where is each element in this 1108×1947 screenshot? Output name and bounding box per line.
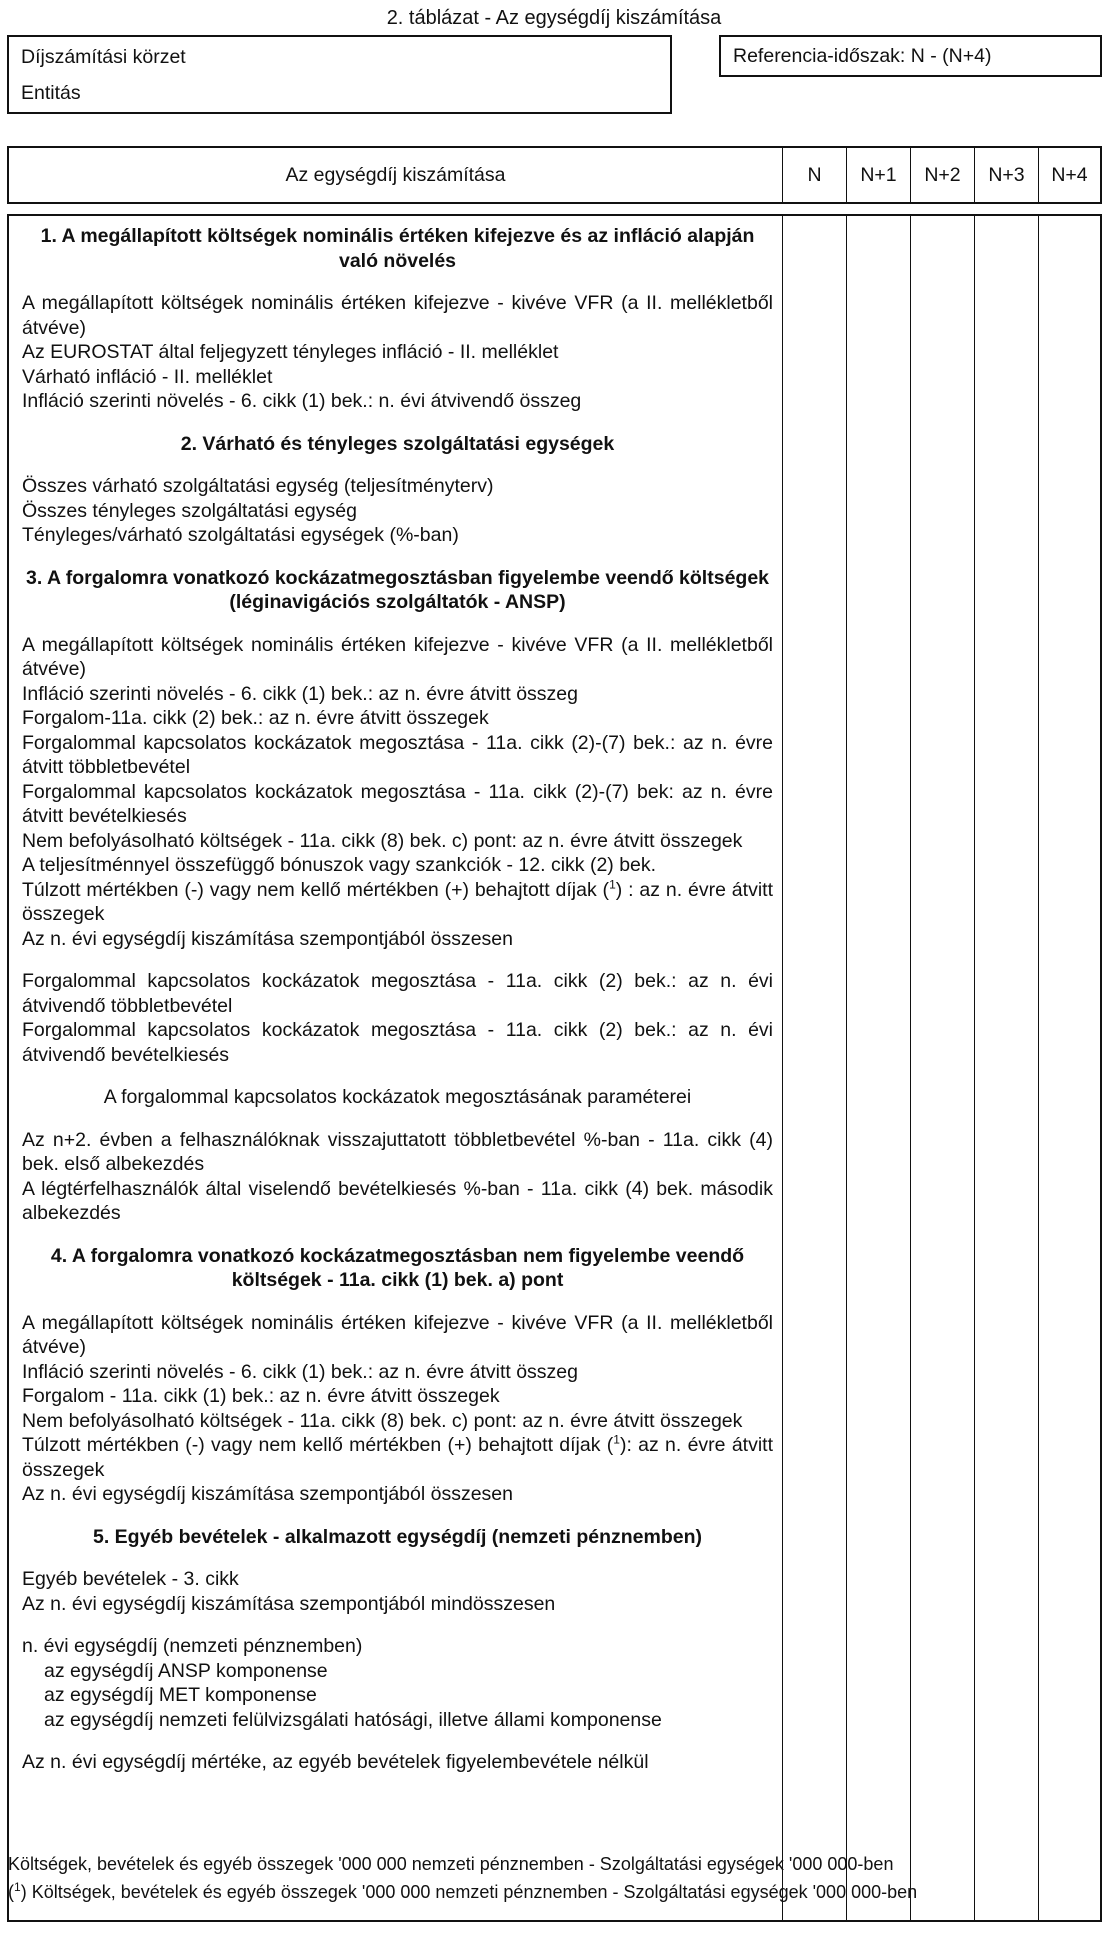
table-row-labels xyxy=(22,224,773,1775)
overcharge-text-end: ) : az n. évre átvitt összegek xyxy=(22,878,773,925)
header-label: Az egységdíj kiszámítása xyxy=(285,164,506,186)
overcharge-text: Túlzott mértékben (-) vagy nem kellő mértékben (+) behajtott díjak ( xyxy=(22,1434,614,1456)
list-item: Az n+2. évben a felhasználóknak visszajuttatott többletbevétel %-ban - 11a. cikk (4) bek. első albekezdés xyxy=(22,1128,773,1175)
footnote-1: ($^1$) Költségek, bevételek és egyéb összegek '000 000 nemzeti pénznemben - Szolgáltatási egységek '000 000-ben xyxy=(8,1880,918,1902)
table-title: 2. táblázat - Az egységdíj kiszámítása xyxy=(386,7,722,29)
column-divider xyxy=(1038,216,1039,1920)
list-item: A légtérfelhasználók által viselendő bevételkiesés %-ban - 11a. cikk (4) bek. második albekezdés xyxy=(22,1177,773,1224)
section-2-title: 2. Várható és tényleges szolgáltatási egységek xyxy=(180,432,615,455)
footnote-units: Költségek, bevételek és egyéb összegek '000 000 nemzeti pénznemben - Szolgáltatási egységek '000 000-ben xyxy=(8,1854,894,1874)
section-5-title: 5. Egyéb bevételek - alkalmazott egységdíj (nemzeti pénznemben) xyxy=(92,1525,702,1548)
header-col-n2: N+2 xyxy=(910,148,974,202)
header-col-n4: N+4 xyxy=(1038,148,1100,202)
footnote-ref: 1 xyxy=(609,877,616,891)
list-item: Az n. évi egységdíj kiszámítása szempontjából összesen xyxy=(22,1483,513,1505)
list-item xyxy=(22,1433,773,1482)
list-item xyxy=(22,878,773,927)
risk-sharing-params-title: A forgalommal kapcsolatos kockázatok megosztásának paraméterei xyxy=(103,1086,692,1108)
charging-zone-label: Díjszámítási körzet xyxy=(21,46,186,68)
list-item: Az n. évi egységdíj kiszámítása szempontjából összesen xyxy=(22,927,513,950)
footnote-1-text: Költségek, bevételek és egyéb összegek '000 000 nemzeti pénznemben - Szolgáltatási egységek '000 000-ben xyxy=(26,1882,918,1902)
column-divider xyxy=(782,216,783,1920)
section-4-title: 4. A forgalomra vonatkozó kockázatmegosztásban nem figyelembe veendő költségek - 11a. cikk (1) bek. a) pont xyxy=(50,1244,745,1291)
list-item: Az EUROSTAT által feljegyzett tényleges infláció - II. melléklet xyxy=(22,341,559,363)
list-item: Infláció szerinti növelés - 6. cikk (1) bek.: n. évi átvivendő összeg xyxy=(22,390,582,412)
reference-period-label: Referencia-időszak: N - (N+4) xyxy=(733,45,992,67)
reference-period-box xyxy=(719,35,1102,77)
list-item: Nem befolyásolható költségek - 11a. cikk (8) bek. c) pont: az n. évre átvitt összegek xyxy=(22,829,743,852)
footnote-ref: 1 xyxy=(613,1432,620,1447)
list-item: n. évi egységdíj (nemzeti pénznemben) xyxy=(22,1635,363,1657)
column-divider xyxy=(910,216,911,1920)
header-col-n: N xyxy=(782,148,846,202)
list-item: Nem befolyásolható költségek - 11a. cikk (8) bek. c) pont: az n. évre átvitt összegek xyxy=(22,1409,743,1432)
header-col-n1: N+1 xyxy=(846,148,910,202)
overcharge-text-end: ): az n. évre átvitt összegek xyxy=(22,1434,773,1481)
list-item: Tényleges/várható szolgáltatási egységek (%-ban) xyxy=(22,524,459,546)
list-item: Az n. évi egységdíj mértéke, az egyéb bevételek figyelembevétele nélkül xyxy=(22,1751,649,1773)
list-item: Forgalom - 11a. cikk (1) bek.: az n. évre átvitt összegek xyxy=(22,1385,500,1407)
header-col-n3: N+3 xyxy=(974,148,1038,202)
list-item: Forgalommal kapcsolatos kockázatok megosztása - 11a. cikk (2)-(7) bek.: az n. évre átvitt többletbevétel xyxy=(22,731,773,778)
list-item: Forgalommal kapcsolatos kockázatok megosztása - 11a. cikk (2)-(7) bek: az n. évre átvitt bevételkiesés xyxy=(22,780,773,827)
list-item: Az n. évi egységdíj kiszámítása szempontjából mindösszesen xyxy=(22,1592,556,1615)
list-item: Egyéb bevételek - 3. cikk xyxy=(22,1568,239,1590)
list-item: A megállapított költségek nominális értéken kifejezve - kivéve VFR (a II. mellékletből átvéve) xyxy=(22,1311,773,1358)
section-1-title: 1. A megállapított költségek nominális értéken kifejezve és az infláció alapján való növelés xyxy=(40,225,755,272)
list-item: Infláció szerinti növelés - 6. cikk (1) bek.: az n. évre átvitt összeg xyxy=(22,1360,578,1383)
list-item: A megállapított költségek nominális értéken kifejezve - kivéve VFR (a II. mellékletből átvéve) xyxy=(22,633,773,680)
entity-label: Entitás xyxy=(21,82,81,104)
table-header xyxy=(7,146,1102,204)
column-divider xyxy=(974,216,975,1920)
list-item: az egységdíj MET komponense xyxy=(44,1684,317,1706)
list-item: A teljesítménnyel összefüggő bónuszok vagy szankciók - 12. cikk (2) bek. xyxy=(22,854,657,876)
overcharge-text: Túlzott mértékben (-) vagy nem kellő mértékben (+) behajtott díjak ( xyxy=(22,878,610,901)
list-item: Infláció szerinti növelés - 6. cikk (1) bek.: az n. évre átvitt összeg xyxy=(22,682,578,705)
list-item: Forgalommal kapcsolatos kockázatok megosztása - 11a. cikk (2) bek.: az n. évi átvivendő bevételkiesés xyxy=(22,1019,773,1066)
list-item: az egységdíj nemzeti felülvizsgálati hatósági, illetve állami komponense xyxy=(44,1708,662,1731)
list-item: Várható infláció - II. melléklet xyxy=(22,365,273,388)
list-item: Összes tényleges szolgáltatási egység xyxy=(22,499,357,522)
charging-zone-box xyxy=(7,35,672,114)
list-item: Forgalom-11a. cikk (2) bek.: az n. évre átvitt összegek xyxy=(22,707,489,729)
column-divider xyxy=(846,216,847,1920)
section-3-title: 3. A forgalomra vonatkozó kockázatmegosztásban figyelembe veendő költségek (léginavigációs szolgáltatók - ANSP) xyxy=(25,566,770,613)
list-item: az egységdíj ANSP komponense xyxy=(44,1659,328,1682)
list-item: A megállapított költségek nominális értéken kifejezve - kivéve VFR (a II. mellékletből átvéve) xyxy=(22,292,773,339)
list-item: Összes várható szolgáltatási egység (teljesítményterv) xyxy=(22,475,494,497)
list-item: Forgalommal kapcsolatos kockázatok megosztása - 11a. cikk (2) bek.: az n. évi átvivendő többletbevétel xyxy=(22,970,773,1017)
footnote-mark: 1 xyxy=(14,1880,21,1894)
